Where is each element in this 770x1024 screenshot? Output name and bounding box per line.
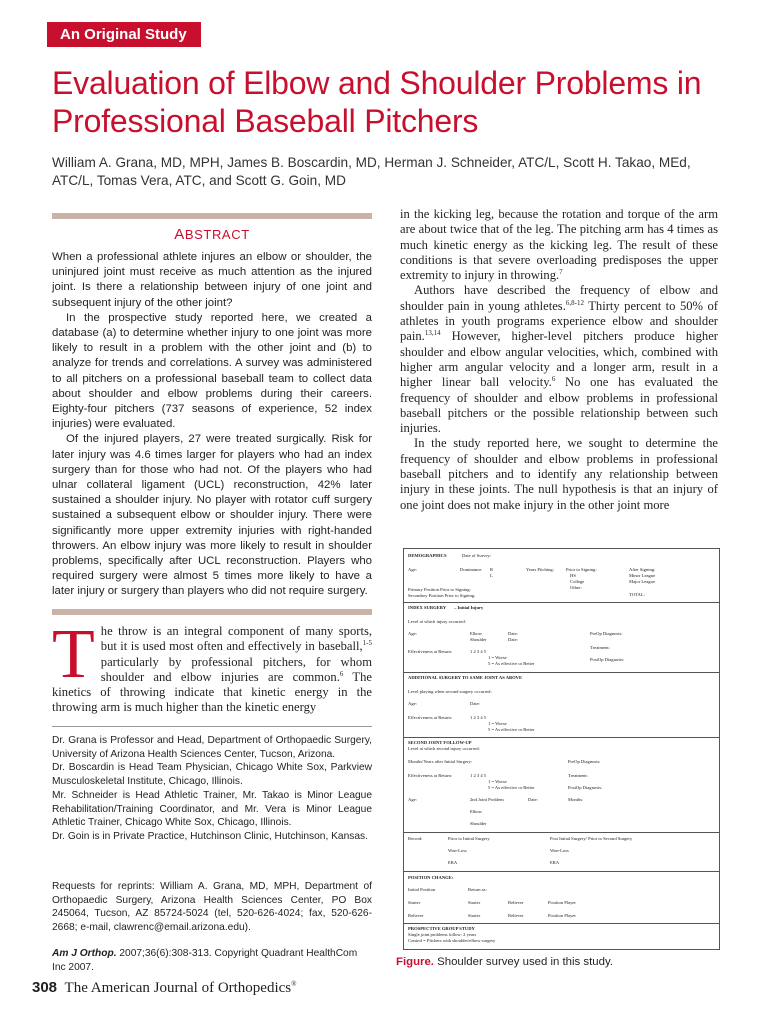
introduction-text xyxy=(52,616,372,716)
survey-option: Position Player xyxy=(548,900,576,905)
citation-ref: 6 xyxy=(339,669,344,678)
abstract-bottom-rule xyxy=(52,609,372,615)
survey-label: ERA xyxy=(550,860,560,865)
abstract-body xyxy=(52,250,372,600)
survey-label: Single joint problems follow: 2 years xyxy=(408,932,477,937)
survey-scale: 1 2 3 4 5 xyxy=(470,715,487,720)
survey-heading: SECOND JOINT FOLLOW-UP xyxy=(408,740,472,745)
survey-option: Major League xyxy=(629,579,655,584)
body-text: However, higher-level pitchers produce higher shoulder and elbow angular velocities, which, combined with higher arm angular velocity and a longer arm, result in a higher linear ball velocity. xyxy=(400,329,718,390)
affiliation: Dr. Grana is Professor and Head, Department of Orthopaedic Surgery, University of Arizona Health Sciences Center, Tucson, Arizona. xyxy=(52,735,372,760)
survey-label: Age: xyxy=(408,631,417,636)
survey-scale-note: 1 = Worse xyxy=(488,721,507,726)
survey-divider xyxy=(404,672,719,673)
survey-label: Secondary Position Prior to Signing: xyxy=(408,593,476,598)
body-text: Authors have described the frequency of elbow and shoulder pain in young athletes. xyxy=(400,283,718,313)
survey-scale-note: 1 = Worse xyxy=(488,779,507,784)
survey-label: Effectiveness at Return: xyxy=(408,649,453,654)
survey-scale-note: 5 = As effective or Better xyxy=(488,785,535,790)
article-title: Evaluation of Elbow and Shoulder Problems in Professional Baseball Pitchers xyxy=(52,65,702,139)
survey-label: PostOp Diagnosis: xyxy=(568,785,603,790)
journal-name: The American Journal of Orthopedics xyxy=(64,980,292,996)
reprint-request: Requests for reprints: William A. Grana, MD, MPH, Department of Orthopaedic Surgery, Arizona Health Sciences Center, PO Box 245064, Tucson, AZ 85724-5024 (tel, 520-626-4024; fax, 520-626-2668; e-mail, clawrenc@email.arizona.edu). xyxy=(52,881,372,934)
survey-divider xyxy=(404,923,719,924)
intro-text: he throw is an integral component of many sports, but it is used most often and effectively in baseball, xyxy=(100,624,372,654)
survey-label: PreOp Diagnosis: xyxy=(590,631,623,636)
abstract-top-rule xyxy=(52,213,372,219)
survey-option: Shoulder xyxy=(470,637,487,642)
survey-form-figure xyxy=(403,548,720,950)
survey-label: Age: xyxy=(408,567,417,572)
abstract-paragraph: Of the injured players, 27 were treated surgically. Risk for later injury was 4.6 times larger for players who had an index surgery than for those who had not. Of the players who had ulnar collateral ligament (UCL) reconstruction, 42% later sustained a shoulder injury. No player with rotator cuff surgery sustained a subsequent elbow or shoulder injury. There were significantly more upper extremity injuries with right-handed throwers. An elbow injury was more likely to result in shoulder problems, specifically after UCL reconstruction. Players who required surgery were almost 5 times more likely to have a later injury or surgery than players who did not require surgery. xyxy=(52,433,372,598)
abstract-heading-initial: A xyxy=(174,226,185,243)
survey-heading: PROSPECTIVE GROUP STUDY xyxy=(408,926,475,931)
survey-label: PreOp Diagnosis: xyxy=(568,759,601,764)
survey-label: 2nd Joint Problem xyxy=(470,797,504,802)
citation-ref: 1-5 xyxy=(362,639,372,648)
survey-label: Won-Loss xyxy=(448,848,467,853)
survey-label: Treatment: xyxy=(590,645,610,650)
intro-text: The kinetics of throwing indicate that kinetic energy in the throwing arm is much higher than the kinetic energy xyxy=(52,669,372,715)
page-footer xyxy=(32,979,296,997)
survey-label: Years Pitching: xyxy=(526,567,554,572)
survey-divider xyxy=(404,832,719,833)
citation-line xyxy=(52,947,372,974)
affiliations xyxy=(52,734,372,844)
survey-label: Post Initial Surgery/ Prior to Second Surgery xyxy=(550,836,633,841)
page-number: 308 xyxy=(32,979,58,996)
survey-label: TOTAL: xyxy=(629,592,645,597)
survey-scale: 1 2 3 4 5 xyxy=(470,649,487,654)
survey-scale: 1 2 3 4 5 xyxy=(470,773,487,778)
survey-label: Age: xyxy=(408,701,417,706)
survey-divider xyxy=(404,737,719,738)
caption-text: Shoulder survey used in this study. xyxy=(433,956,613,968)
survey-option: HS xyxy=(570,573,576,578)
survey-scale-note: 5 = As effective or Better xyxy=(488,727,535,732)
survey-option: Starter xyxy=(468,913,481,918)
citation-details: 2007;36(6):308-313. Copyright Quadrant HealthCom Inc 2007. xyxy=(52,948,358,973)
survey-divider xyxy=(404,871,719,872)
author-list: William A. Grana, MD, MPH, James B. Boscardin, MD, Herman J. Schneider, ATC/L, Scott H. Takao, MEd, ATC/L, Tomas Vera, ATC, and Scott G. Goin, MD xyxy=(52,155,691,188)
survey-option: Other: xyxy=(570,585,582,590)
affiliation: Dr. Boscardin is Head Team Physician, Chicago White Sox, Parkview Musculoskeletal Institute, Chicago, Illinois. xyxy=(52,762,372,788)
figure-caption xyxy=(396,956,613,968)
right-column-text xyxy=(400,207,718,513)
survey-label: Months/Years after Initial Surgery: xyxy=(408,759,473,764)
drop-cap: T xyxy=(52,616,95,693)
survey-label: Level at which injury occurred: xyxy=(408,619,466,624)
survey-label: Date: xyxy=(528,797,538,802)
survey-divider xyxy=(404,602,719,603)
survey-scale-note: 5 = As effective or Better xyxy=(488,661,535,666)
survey-heading: – Initial Injury xyxy=(454,605,484,610)
survey-label: Date: xyxy=(470,701,480,706)
survey-label: PostOp Diagnosis: xyxy=(590,657,625,662)
abstract-heading-rest: BSTRACT xyxy=(184,227,250,242)
survey-label: Effectiveness at Return: xyxy=(408,773,453,778)
survey-label: Date of Survey: xyxy=(462,553,492,558)
survey-option: Reliever xyxy=(508,913,524,918)
citation-ref: 6 xyxy=(551,375,556,384)
survey-label: Date: xyxy=(508,631,518,636)
survey-option: Reliever xyxy=(408,913,424,918)
intro-text: particularly by professional pitchers, for whom shoulder and elbow injuries are common. xyxy=(100,654,372,684)
affiliation: Dr. Goin is in Private Practice, Hutchinson Clinic, Hutchinson, Kansas. xyxy=(52,830,368,842)
body-text: In the study reported here, we sought to determine the frequency of shoulder and elbow problems in professional baseball pitchers and to identify any relationship between injury in these joints. The null hypothesis is that an injury of one joint does not make injury in the other joint more xyxy=(400,436,718,512)
survey-label: Months: xyxy=(568,797,584,802)
citation-ref: 6,8-12 xyxy=(565,298,584,307)
survey-label: Age: xyxy=(408,797,417,802)
survey-label: Prior to Initial Surgery xyxy=(448,836,490,841)
survey-label: Level playing when second surgery occurred: xyxy=(408,689,492,694)
citation-journal: Am J Orthop. xyxy=(52,948,117,959)
survey-label: Initial Position xyxy=(408,887,436,892)
section-tag: An Original Study xyxy=(47,22,201,47)
survey-option: Elbow xyxy=(470,631,482,636)
registered-mark: ® xyxy=(291,980,297,988)
survey-heading: INDEX SURGERY xyxy=(408,605,447,610)
survey-option: Minor League xyxy=(629,573,656,578)
survey-option: L xyxy=(490,573,493,578)
survey-label: Level at which second injury occurred: xyxy=(408,746,480,751)
survey-label: Effectiveness at Return: xyxy=(408,715,453,720)
survey-heading: ADDITIONAL SURGERY TO SAME JOINT AS ABOVE xyxy=(408,675,523,680)
survey-option: Reliever xyxy=(508,900,524,905)
citation-ref: 13,14 xyxy=(424,329,441,338)
survey-label: Return as: xyxy=(468,887,487,892)
survey-option: R xyxy=(490,567,494,572)
survey-label: Record: xyxy=(408,836,423,841)
survey-heading: POSITION CHANGE: xyxy=(408,875,454,880)
abstract-paragraph: In the prospective study reported here, we created a database (a) to determine whether injury to one joint was more likely to result in a problem with the other joint and (b) to analyze for trends and correlations. A survey was administered to all pitchers on a professional baseball team to collect data about shoulder and elbow problems during their careers. Eighty-four pitchers (737 seasons of experience, 52 index injuries) were evaluated. xyxy=(52,311,372,431)
survey-label: After Signing: xyxy=(629,567,656,572)
caption-label: Figure. xyxy=(396,956,434,968)
survey-option: College xyxy=(570,579,585,584)
survey-option: Shoulder xyxy=(470,821,487,826)
citation-ref: 7 xyxy=(559,268,563,276)
survey-option: Position Player xyxy=(548,913,576,918)
survey-heading: DEMOGRAPHICS xyxy=(408,553,447,558)
survey-label: Dominance: xyxy=(460,567,483,572)
body-text: in the kicking leg, because the rotation and torque of the arm are about twice that of the leg. The pitching arm has 4 times as much kinetic energy as the kicking leg. The result of these conditions is that severe overloading predisposes the upper extremity to injury in throwing. xyxy=(400,207,718,283)
affiliation-rule xyxy=(52,726,372,727)
body-text: No one has evaluated the frequency of shoulder and elbow problems in professional baseball pitchers or the possible relationship between such injuries. xyxy=(400,375,718,436)
survey-label: Prior to Signing: xyxy=(566,567,597,572)
survey-label: Primary Position Prior to Signing: xyxy=(408,587,471,592)
body-text: Thirty percent to 50% of athletes in youth programs experience elbow and shoulder pain. xyxy=(400,298,719,344)
abstract-paragraph: When a professional athlete injures an elbow or shoulder, the uninjured joint must receive as much attention as the injured joint. Is there a relationship between injury of one joint and subsequent injury of the other joint? xyxy=(52,251,372,309)
abstract-heading xyxy=(52,226,372,243)
survey-label: Control = Pitchers with shoulder/elbow surgery xyxy=(408,938,496,943)
survey-option: Starter xyxy=(468,900,481,905)
survey-label: Treatment: xyxy=(568,773,588,778)
survey-label: Date: xyxy=(508,637,518,642)
survey-label: Won-Loss xyxy=(550,848,569,853)
survey-option: Starter xyxy=(408,900,421,905)
survey-label: ERA xyxy=(448,860,458,865)
survey-scale-note: 1 = Worse xyxy=(488,655,507,660)
affiliation: Mr. Schneider is Head Athletic Trainer, Mr. Takao is Minor League Rehabilitation/Training Coordinator, and Mr. Vera is Minor League Athletic Trainer, Chicago White Sox, Chicago, Illinois. xyxy=(52,789,372,829)
survey-option: Elbow xyxy=(470,809,482,814)
